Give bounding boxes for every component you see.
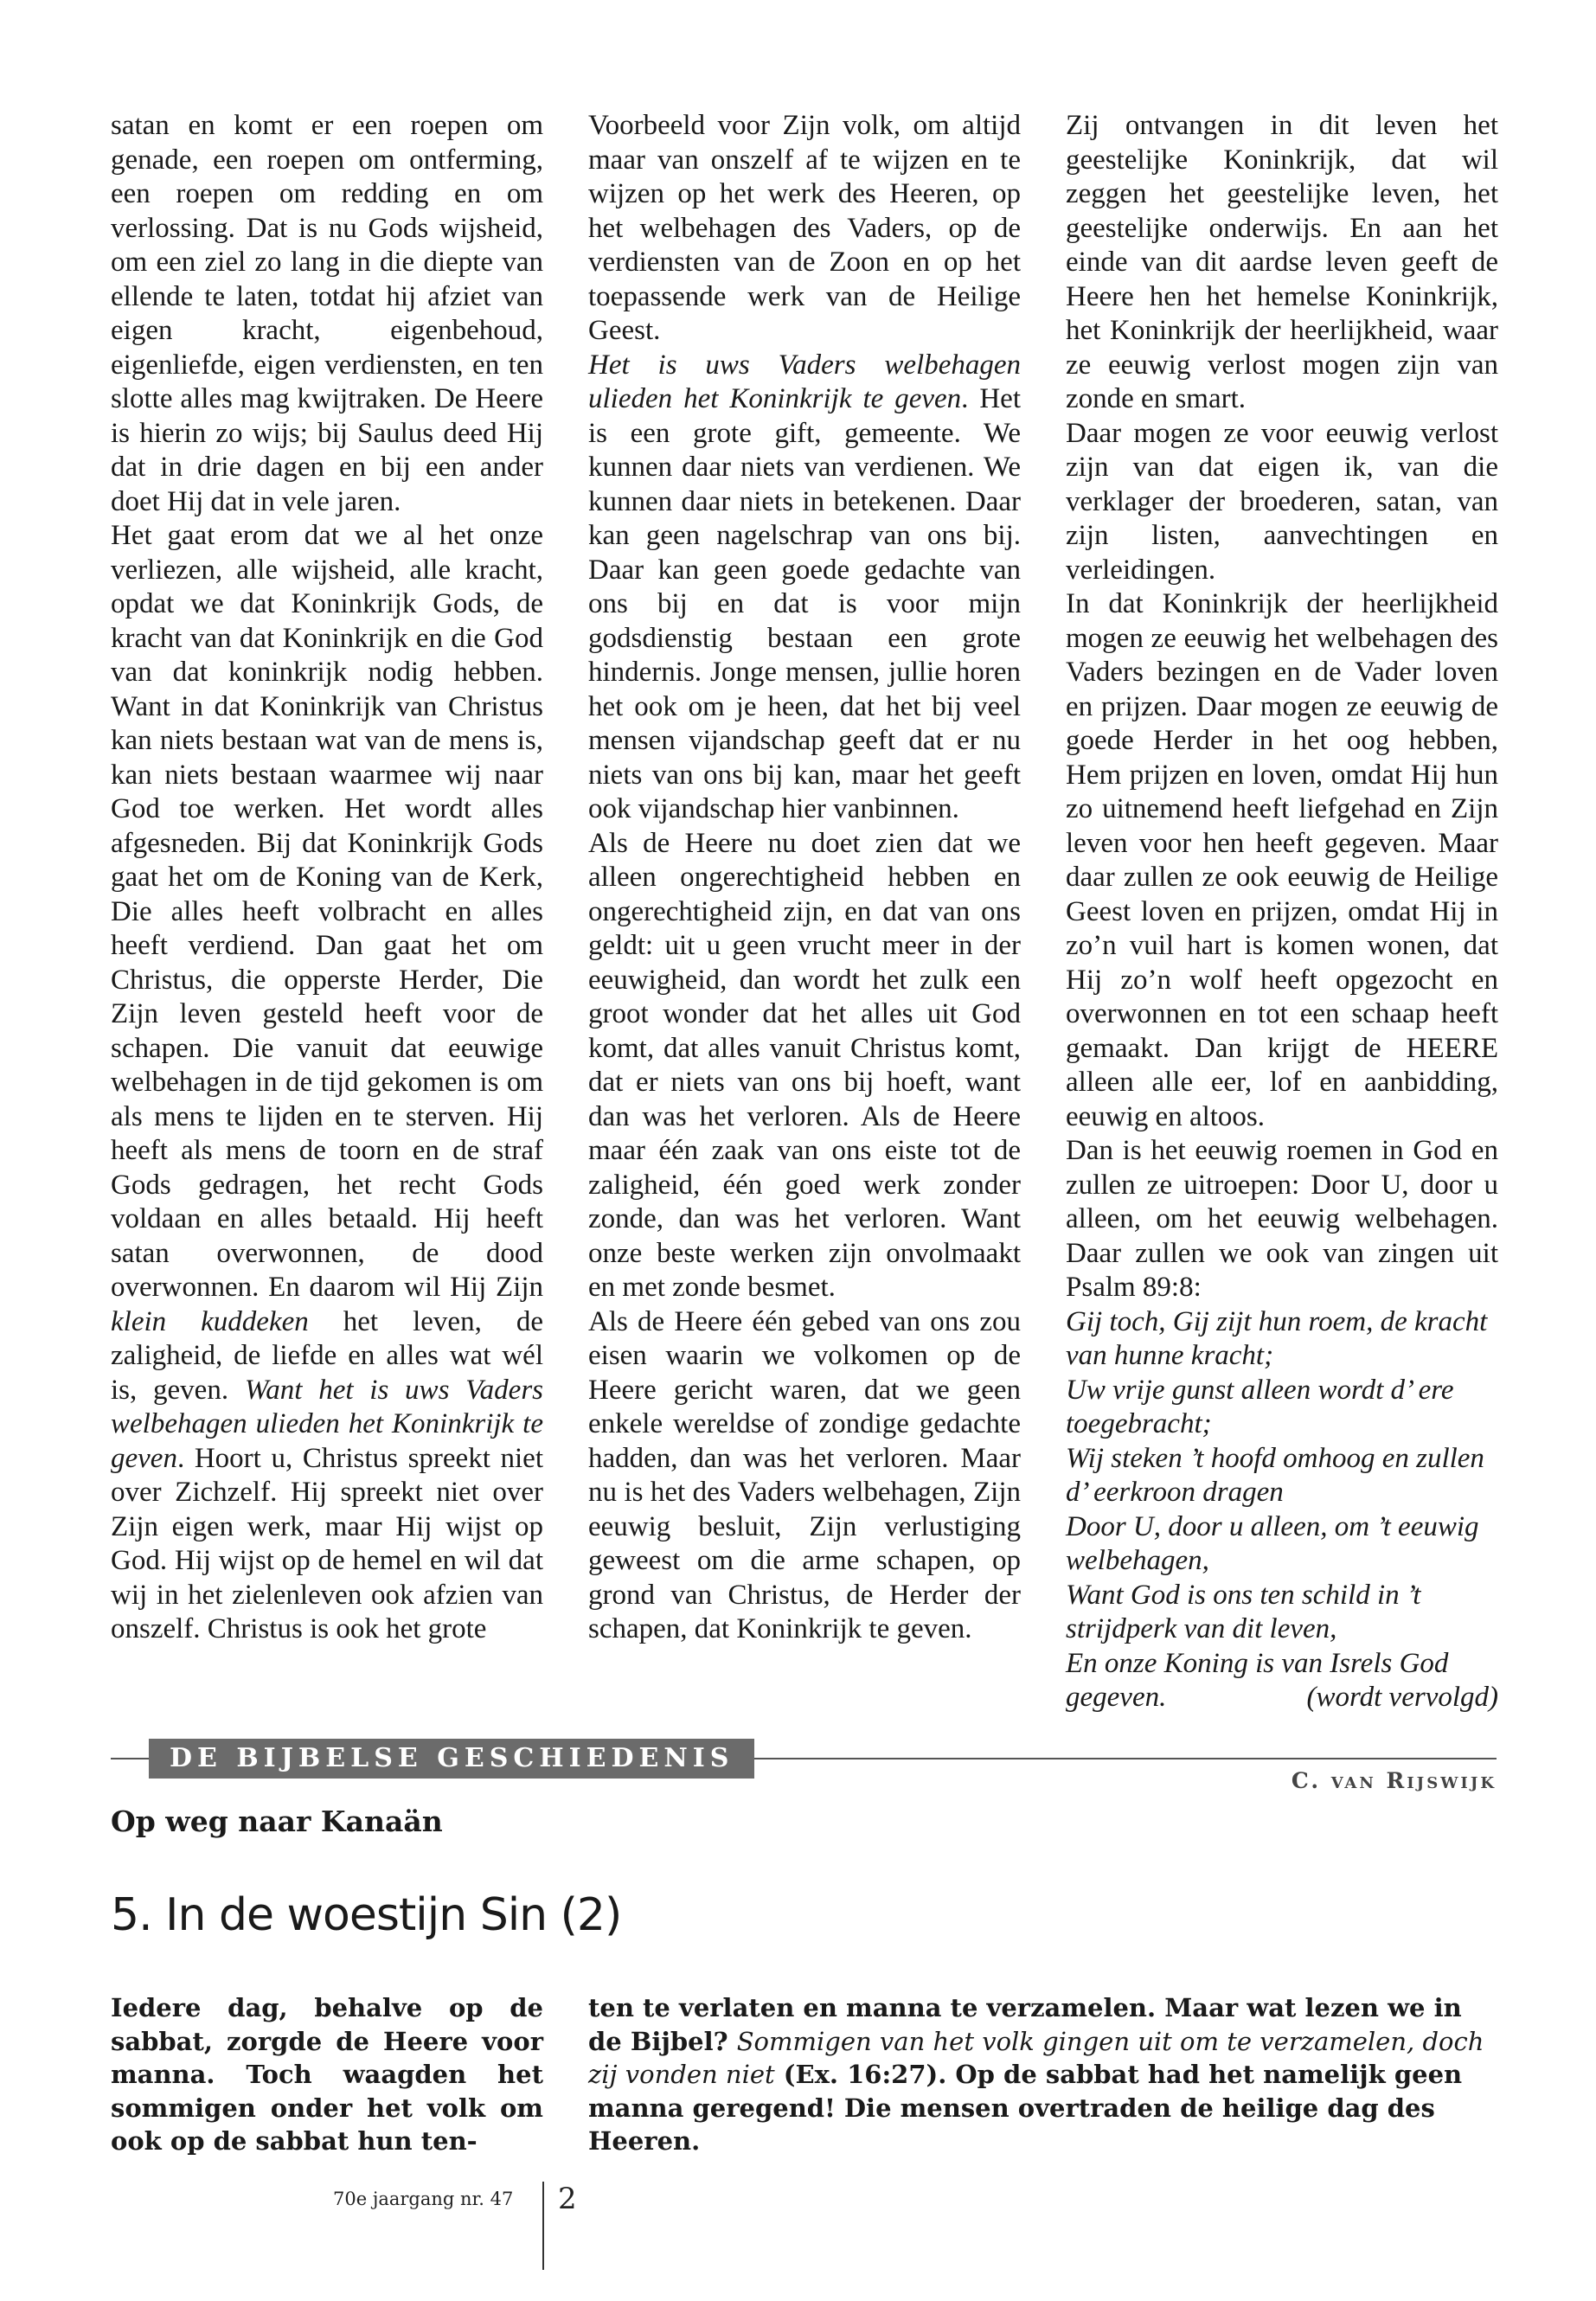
author-name: C. van Rijswijk (1291, 1768, 1497, 1793)
psalm-line: Want God is ons ten schild in ’t strijdperk van dit leven, (1066, 1579, 1421, 1644)
paragraph: Als de Heere één gebed van ons zou eisen waarin we volkomen op de Heere gericht waren, dat we geen enkele wereldse of zondige gedachte hadden, dan was het verloren. Maar nu is het des Vaders welbehagen, Zijn eeuwig besluit, Zijn verlustiging geweest om die arme schapen, op grond van Christus, de Herder der schapen, dat Koninkrijk te geven. (588, 1305, 1021, 1644)
paragraph: Voorbeeld voor Zijn volk, om altijd maar van onszelf af te wijzen en te wijzen op het werk des Heeren, op het welbehagen des Vaders, op de verdiensten van de Zoon en op het toepassende werk van de Heilige Geest. (588, 110, 1021, 346)
section-banner: DE BIJBELSE GESCHIEDENIS (149, 1739, 754, 1779)
paragraph: In dat Koninkrijk der heerlijkheid mogen ze eeuwig het welbehagen des Vaders bezingen en de Vader loven en prijzen. Daar mogen ze eeuwig de goede Herder in het oog hebben, Hem prijzen en loven, omdat Hij hun zo uitnemend heeft liefgehad en Zijn leven voor hen heeft gegeven. Maar daar zullen ze ook eeuwig de Heilige Geest loven en prijzen, omdat Hij in zo’n vuil hart is komen wonen, dat Hij zo’n wolf heeft opgezocht en overwonnen en tot een schaap heeft gemaakt. Dan krijgt de HEERE alleen alle eer, lof en aanbidding, eeuwig en altoos. (1066, 588, 1498, 1132)
scripture-quote: Sommigen van het volk gingen uit om te verzamelen, doch zij vonden niet (588, 2026, 1484, 2089)
text-run: het leven, de zaligheid, de liefde en alles wat wél is, geven. (111, 1305, 543, 1406)
scripture-quote: Het is uws Vaders welbehagen ulieden het Koninkrijk te geven (588, 349, 1021, 414)
intro-left: Iedere dag, behalve op de sabbat, zorgde de Heere voor manna. Toch waagden het sommigen onder het volk om ook op de sabbat hun ten- (111, 1993, 543, 2156)
psalm-line-end: gegeven. (1066, 1682, 1167, 1713)
psalm-line: Door U, door u alleen, om ’t eeuwig welbehagen, (1066, 1510, 1479, 1576)
scripture-quote: Want het is uws Vaders welbehagen ulieden het Koninkrijk te geven (111, 1374, 543, 1474)
issue-info: 70e jaargang nr. 47 (333, 2189, 514, 2209)
paragraph: Daar mogen ze voor eeuwig verlost zijn van dat eigen ik, van die verklager der broederen, satan, van zijn listen, aanvechtingen en verleidingen. (1066, 417, 1498, 586)
text-run: ten te verlaten en manna te verzamelen. Maar wat lezen we in de Bijbel? (588, 1993, 1462, 2056)
article-column-2 (588, 109, 1021, 1647)
intro-right (588, 1991, 1498, 2158)
continued-note: (wordt vervolgd) (1306, 1682, 1498, 1713)
series-subtitle: Op weg naar Kanaän (111, 1804, 443, 1838)
text-run: (Ex. 16:27). Op de sabbat had het namelijk geen manna geregend! Die mensen overtraden de heilige dag des Heeren. (588, 2060, 1463, 2156)
text-run: . Het is een grote gift, gemeente. We kunnen daar niets van verdienen. We kunnen daar niets in betekenen. Daar kan geen nagelschrap van ons bij. Daar kan geen goede gedachte van ons bij en dat is voor mijn godsdienstig bestaan een grote hindernis. Jonge mensen, jullie horen het ook om je heen, dat het bij veel mensen vijandschap geeft dat er nu niets van ons bij kan, maar het geeft ook vijandschap hier vanbinnen. (588, 383, 1022, 824)
paragraph: Zij ontvangen in dit leven het geestelijke Koninkrijk, dat wil zeggen het geestelijke leven, het geestelijke onderwijs. En aan het einde van dit aardse leven geeft de Heere hen het hemelse Koninkrijk, het Koninkrijk der heerlijkheid, waar ze eeuwig verlost mogen zijn van zonde en smart. (1066, 110, 1498, 414)
footer-divider (542, 2182, 544, 2270)
paragraph: Dan is het eeuwig roemen in God en zullen ze uitroepen: Door U, door u alleen, om het eeuwig welbehagen. Daar zullen we ook van zingen uit Psalm 89:8: (1066, 1135, 1498, 1303)
text-run: . Hoort u, Christus spreekt niet over Zichzelf. Hij spreekt niet over Zijn eigen werk, maar Hij wijst op God. Hij wijst op de hemel en wil dat wij in het zielenleven ook afzien van onszelf. Christus is ook het grote (111, 1442, 543, 1644)
psalm-line: Uw vrije gunst alleen wordt d’ ere toegebracht; (1066, 1374, 1454, 1439)
article-column-3 (1066, 109, 1498, 1715)
psalm-line: En onze Koning is van Isrels God (1066, 1647, 1449, 1679)
article-headline: 5. In de woestijn Sin (2) (111, 1889, 622, 1941)
page-number: 2 (558, 2182, 577, 2216)
paragraph (111, 519, 543, 1647)
psalm-last-line (1066, 1681, 1498, 1715)
psalm-line: Gij toch, Gij zijt hun roem, de kracht van hunne kracht; (1066, 1305, 1488, 1371)
text-run: Het gaat erom dat we al het onze verliezen, alle wijsheid, alle kracht, opdat we dat Koninkrijk Gods, de kracht van dat Koninkrijk en die God van dat koninkrijk nodig hebben. Want in dat Koninkrijk van Christus kan niets bestaan wat van de mens is, kan niets bestaan waarmee wij naar God toe werken. Het wordt alles afgesneden. Bij dat Koninkrijk Gods gaat het om de Koning van de Kerk, Die alles heeft volbracht en alles heeft verdiend. Dan gaat het om Christus, die opperste Herder, Die Zijn leven gesteld heeft voor de schapen. Die vanuit dat eeuwige welbehagen in de tijd gekomen is om als mens te lijden en te sterven. Hij heeft als mens de toorn en de straf Gods gedragen, het recht Gods voldaan en alles betaald. Hij heeft satan overwonnen, de dood overwonnen. En daarom wil Hij Zijn (111, 520, 543, 1303)
paragraph: satan en komt er een roepen om genade, een roepen om ontferming, een roepen om redding en om verlossing. Dat is nu Gods wijsheid, om een ziel zo lang in die diepte van ellende te laten, totdat hij afziet van eigen kracht, eigenbehoud, eigenliefde, eigen verdiensten, en ten slotte alles mag kwijtraken. De Heere is hierin zo wijs; bij Saulus deed Hij dat in drie dagen en bij een ander doet Hij dat in vele jaren. (111, 110, 543, 517)
psalm-line: Wij steken ’t hoofd omhoog en zullen d’ eerkroon dragen (1066, 1442, 1484, 1508)
emphasis: klein kuddeken (111, 1305, 309, 1337)
article-column-1 (111, 109, 543, 1647)
paragraph: Als de Heere nu doet zien dat we alleen ongerechtigheid hebben en ongerechtigheid zijn, en dat van ons geldt: uit u geen vrucht meer in der eeuwigheid, dan wordt het zulk een groot wonder dat het alles uit God komt, dat alles vanuit Christus komt, dat er niets van ons bij hoeft, want dan was het verloren. Als de Heere maar één zaak van ons eiste tot de zaligheid, één goed werk zonder zonde, dan was het verloren. Want onze beste werken zijn onvolmaakt en met zonde besmet. (588, 827, 1021, 1303)
paragraph (588, 349, 1021, 827)
